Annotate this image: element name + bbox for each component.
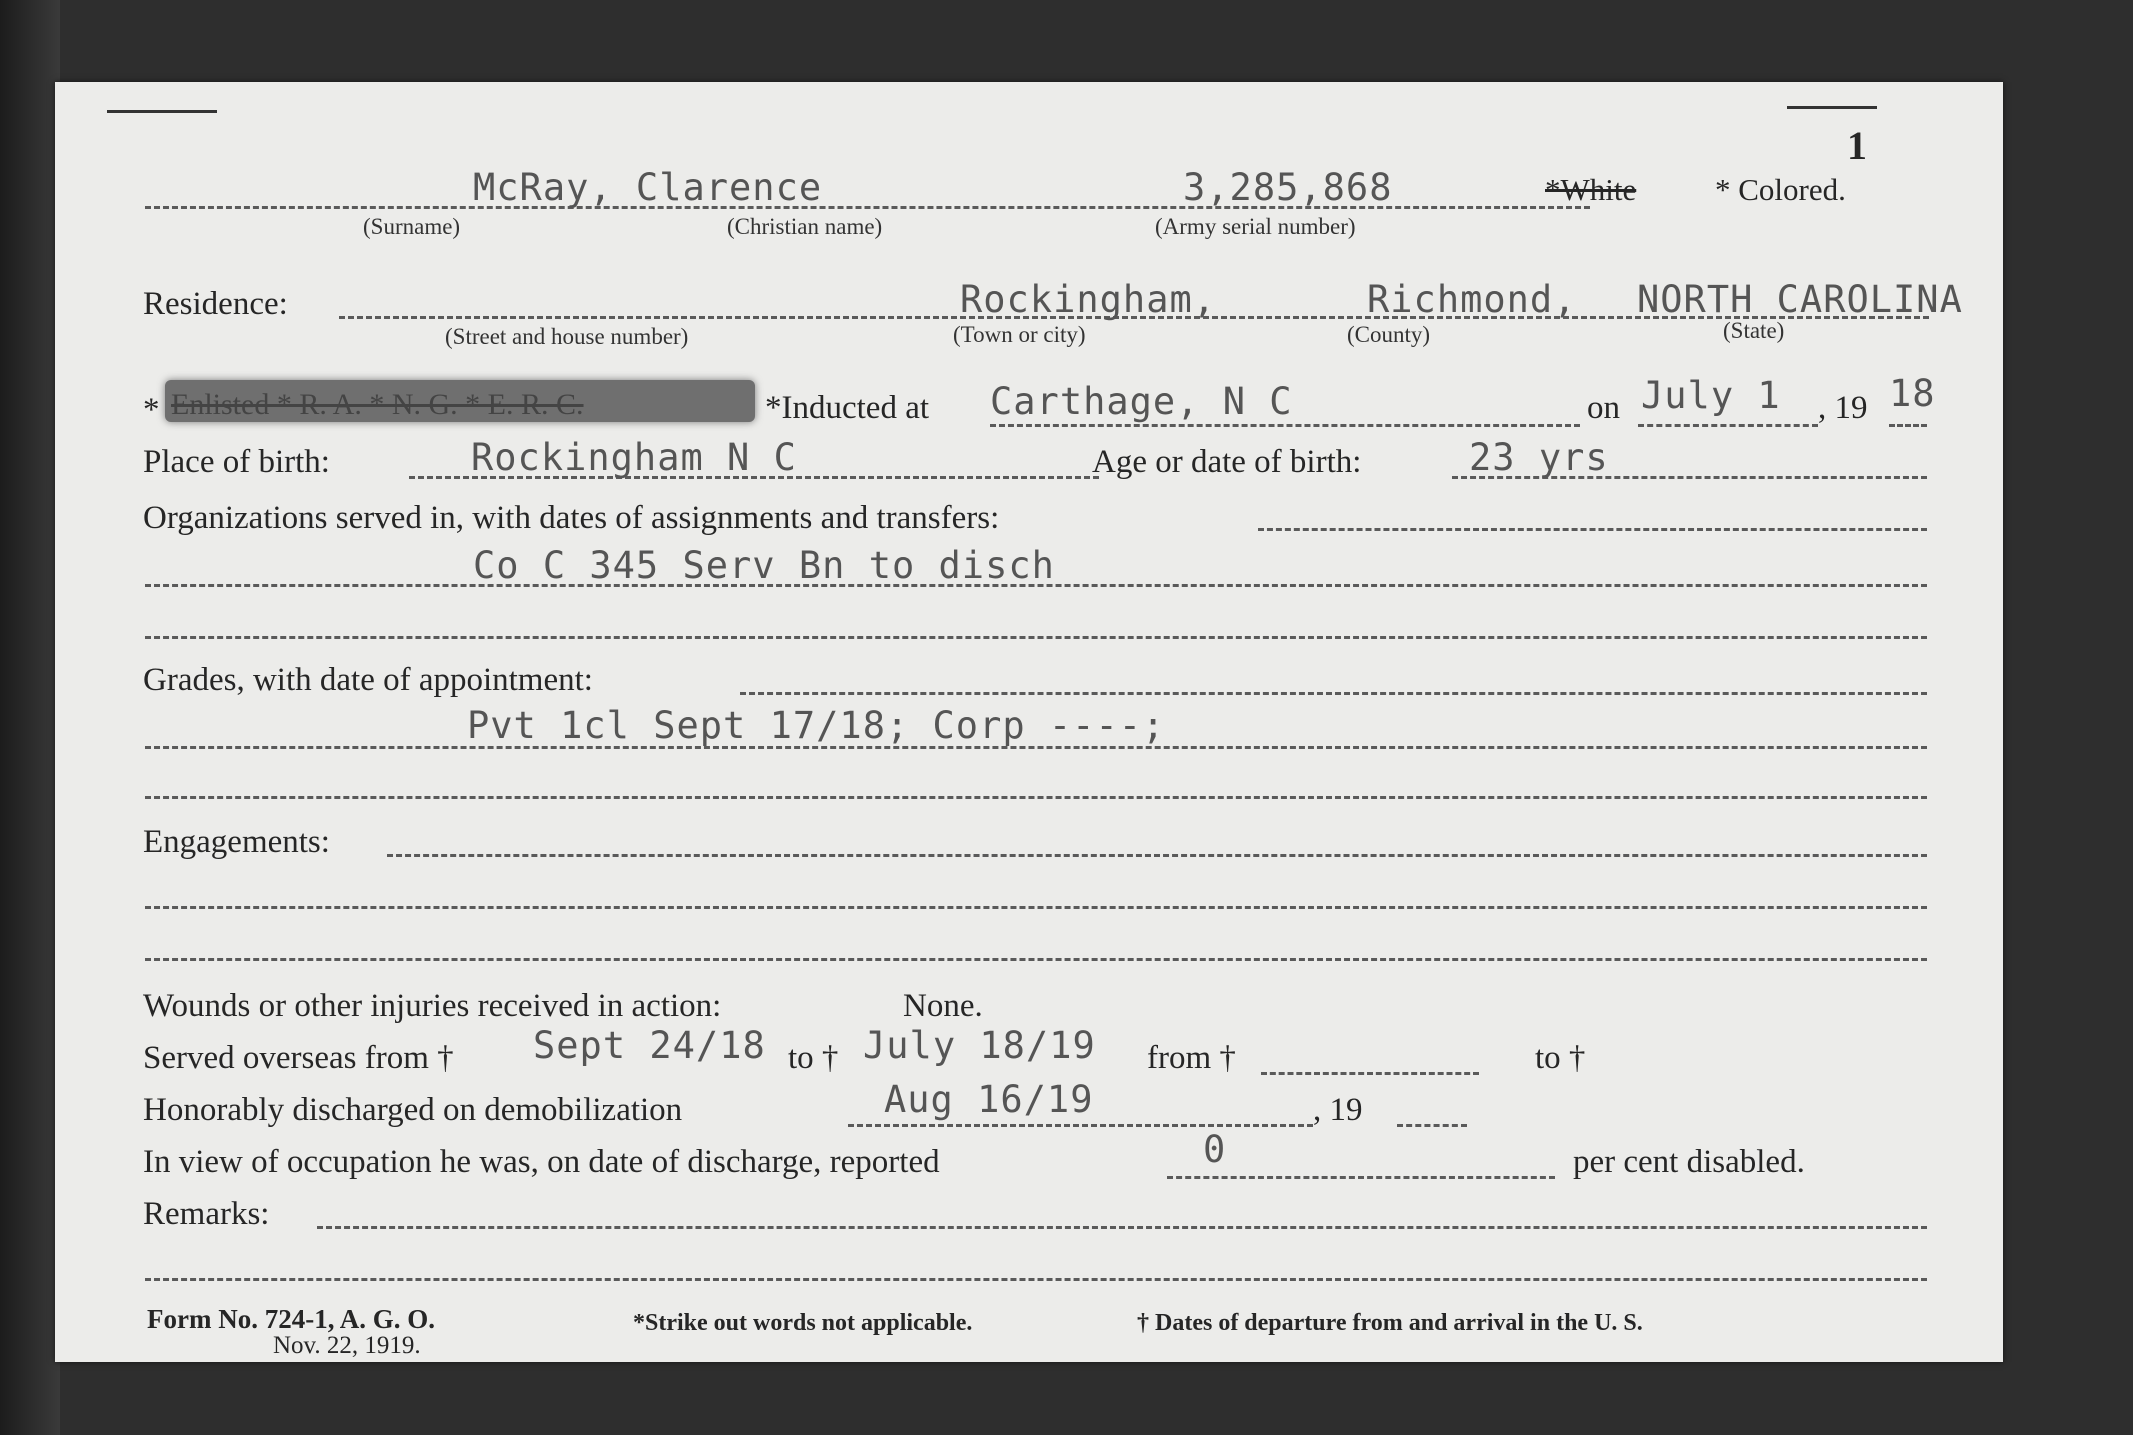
county-caption: (County) [1347, 322, 1431, 347]
overseas-to2-label: to † [1535, 1040, 1586, 1076]
discharge-year-line [1397, 1124, 1467, 1127]
induction-year: 18 [1889, 372, 1936, 415]
organizations-line-3 [145, 636, 1927, 639]
grades-line-1 [740, 692, 1927, 695]
army-serial-number: 3,285,868 [1183, 166, 1393, 209]
engagements-line-3 [145, 958, 1927, 961]
surname-caption: (Surname) [363, 214, 461, 239]
discharge-date: Aug 16/19 [884, 1078, 1094, 1121]
residence-state: NORTH CAROLINA [1637, 278, 1963, 321]
form-number: Form No. 724-1, A. G. O. [147, 1304, 435, 1334]
place-of-birth: Rockingham N C [471, 436, 797, 479]
organizations-label: Organizations served in, with dates of assignments and transfers: [143, 500, 1000, 536]
service-record-card [55, 82, 2003, 1362]
enlisted-star: * [143, 392, 160, 428]
inducted-place-line [990, 424, 1580, 427]
scan-border [0, 0, 60, 1435]
wounds-label: Wounds or other injuries received in action: [143, 988, 722, 1024]
top-right-rule [1787, 106, 1877, 109]
engagements-label: Engagements: [143, 824, 330, 860]
engagements-line-2 [145, 906, 1927, 909]
age-label: Age or date of birth: [1092, 444, 1362, 480]
grades-label: Grades, with date of appointment: [143, 662, 593, 698]
overseas-label: Served overseas from † [143, 1040, 454, 1076]
overseas-to-label: to † [788, 1040, 839, 1076]
residence-county: Richmond, [1367, 278, 1577, 321]
residence-town: Rockingham, [960, 278, 1217, 321]
enlisted-options: Enlisted * R. A. * N. G. * E. R. C. [171, 388, 584, 421]
age-value: 23 yrs [1469, 436, 1609, 479]
place-of-birth-label: Place of birth: [143, 444, 330, 480]
remarks-line-2 [145, 1278, 1927, 1281]
disability-suffix: per cent disabled. [1573, 1144, 1805, 1180]
disability-line [1167, 1176, 1555, 1179]
induction-year-prefix: , 19 [1818, 390, 1868, 426]
induction-year-line [1889, 424, 1927, 427]
overseas-from2-label: from † [1147, 1040, 1236, 1076]
organizations-line-1 [1258, 528, 1927, 531]
inducted-place: Carthage, N C [990, 380, 1293, 423]
form-date: Nov. 22, 1919. [273, 1332, 421, 1359]
state-caption: (State) [1723, 318, 1785, 343]
remarks-label: Remarks: [143, 1196, 270, 1232]
christian-name-caption: (Christian name) [727, 214, 883, 239]
induction-date-line [1638, 424, 1818, 427]
surname-christian-name: McRay, Clarence [473, 166, 823, 209]
grades-value: Pvt 1cl Sept 17/18; Corp ----; [467, 704, 1166, 747]
residence-label: Residence: [143, 286, 288, 322]
wounds-value: None. [903, 988, 983, 1024]
discharge-label: Honorably discharged on demobilization [143, 1092, 683, 1128]
serial-caption: (Army serial number) [1155, 214, 1356, 239]
colored-label: * Colored. [1715, 172, 1846, 207]
discharge-year-prefix: , 19 [1313, 1092, 1363, 1128]
disability-label: In view of occupation he was, on date of discharge, reported [143, 1144, 940, 1180]
inducted-label: *Inducted at [765, 390, 930, 426]
discharge-date-line [848, 1124, 1313, 1127]
organizations-value: Co C 345 Serv Bn to disch [473, 544, 1055, 587]
white-label [1545, 172, 1636, 208]
footnote-dates: † Dates of departure from and arrival in the U. S. [1137, 1310, 1643, 1336]
street-caption: (Street and house number) [445, 324, 689, 349]
engagements-line-1 [387, 854, 1927, 857]
card-number: 1 [1847, 123, 1867, 168]
overseas-to-date: July 18/19 [863, 1024, 1096, 1067]
disability-value: 0 [1203, 1128, 1227, 1171]
induction-date: July 1 [1641, 374, 1781, 417]
white-text: *White [1545, 172, 1637, 207]
on-label: on [1587, 390, 1620, 426]
overseas-from-date: Sept 24/18 [533, 1024, 766, 1067]
overseas-from2-line [1261, 1072, 1479, 1075]
grades-line-3 [145, 796, 1927, 799]
footnote-strike-out: *Strike out words not applicable. [633, 1310, 973, 1336]
remarks-line-1 [317, 1226, 1927, 1229]
top-left-rule [107, 110, 217, 113]
town-caption: (Town or city) [953, 322, 1086, 347]
